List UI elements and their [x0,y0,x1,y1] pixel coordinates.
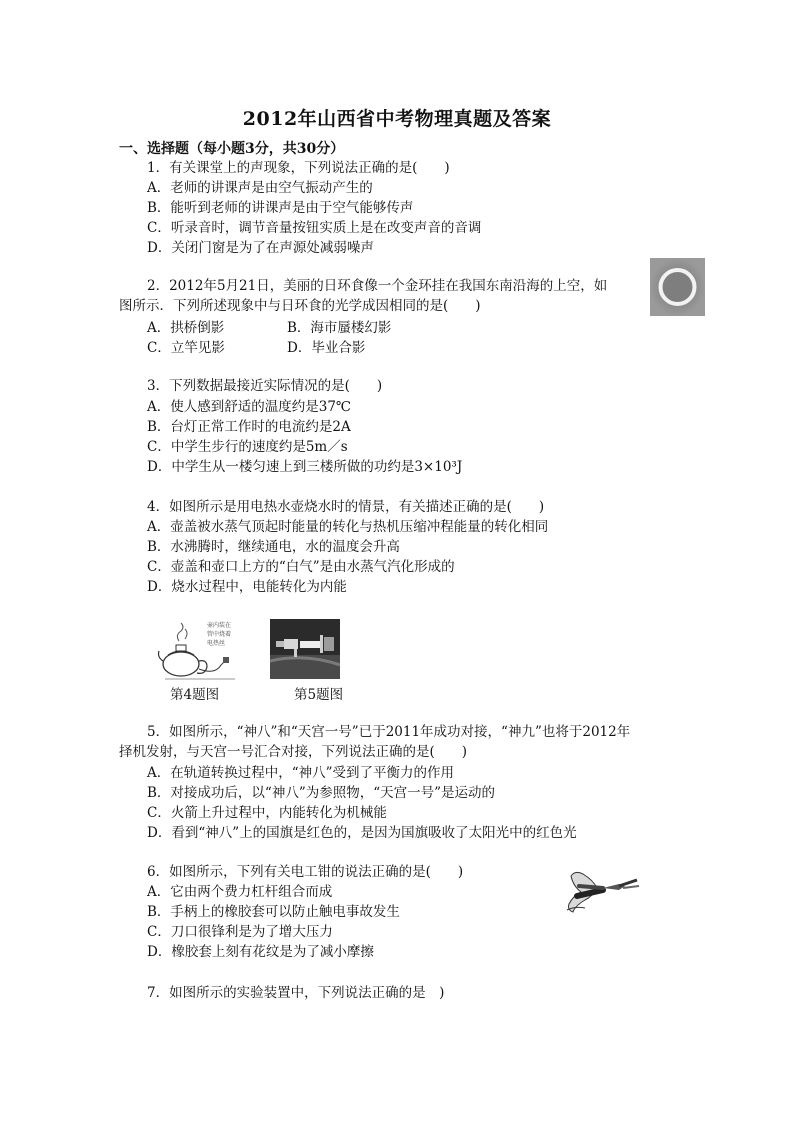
svg-text:电热丝: 电热丝 [207,640,226,647]
pliers-figure [563,866,641,916]
question-2-stem-line-2: 图所示．下列所述现象中与日环食的光学成因相同的是( ) [119,298,481,314]
question-6-option-d: D．橡胶套上刻有花纹是为了减小摩擦 [147,944,374,960]
question-5-stem-line-1: 5．如图所示，“神八”和“天宫一号”已于2011年成功对接，“神九”也将于2012年 [147,724,631,740]
question-2-stem-line-1: 2．2012年5月21日，美丽的日环食像一个金环挂在我国东南沿海的上空，如 [147,278,608,294]
section-heading: 一、选择题（每小题3分，共30分） [119,141,345,157]
question-4-option-d: D．烧水过程中，电能转化为内能 [147,579,347,595]
question-6-option-b: B．手柄上的橡胶套可以防止触电事故发生 [147,904,400,920]
question-5-option-d: D．看到“神八”上的国旗是红色的，是因为国旗吸收了太阳光中的红色光 [147,825,577,841]
question-5-option-c: C．火箭上升过程中，内能转化为机械能 [147,805,387,821]
question-3-option-c: C．中学生步行的速度约是5m／s [147,439,348,455]
question-1-option-c: C．听录音时，调节音量按钮实质上是在改变声音的音调 [147,220,482,236]
question-5-stem-line-2: 择机发射，与天宫一号汇合对接，下列说法正确的是( ) [119,744,468,760]
question-4-option-a: A．壶盖被水蒸气顶起时能量的转化与热机压缩冲程能量的转化相同 [147,519,549,535]
svg-text:管中烧着: 管中烧着 [207,631,232,638]
electric-kettle-figure [155,617,241,681]
figure-5-caption: 第5题图 [294,687,344,703]
question-3-option-d: D．中学生从一楼匀速上到三楼所做的功约是3×10³J [147,459,463,475]
question-3-option-a: A．使人感到舒适的温度约是37℃ [147,399,352,415]
question-3-stem: 3．下列数据最接近实际情况的是( ) [147,378,383,394]
question-1-option-d: D．关闭门窗是为了在声源处减弱噪声 [147,240,374,256]
figure-4-caption: 第4题图 [170,687,220,703]
question-1-option-a: A．老师的讲课声是由空气振动产生的 [147,180,373,196]
question-6-option-c: C．刀口很锋利是为了增大压力 [147,924,333,940]
question-1-stem: 1．有关课堂上的声现象，下列说法正确的是( ) [147,160,450,176]
question-3-option-b: B．台灯正常工作时的电流约是2A [147,419,351,435]
annular-eclipse-figure [650,258,705,316]
question-5-option-a: A．在轨道转换过程中，“神八”受到了平衡力的作用 [147,765,455,781]
spacecraft-docking-figure [270,619,340,679]
question-7-stem: 7．如图所示的实验装置中，下列说法正确的是 ) [147,985,445,1001]
question-2-option-a: A．拱桥倒影 [147,320,225,336]
question-2-option-c: C．立竿见影 [147,340,225,356]
question-1-option-b: B．能听到老师的讲课声是由于空气能够传声 [147,200,414,216]
question-6-stem: 6．如图所示，下列有关电工钳的说法正确的是( ) [147,864,464,880]
question-4-option-c: C．壶盖和壶口上方的“白气”是由水蒸气汽化形成的 [147,559,455,575]
question-2-option-b: B．海市蜃楼幻影 [287,320,392,336]
svg-text:壶内装在: 壶内装在 [207,622,232,629]
question-4-stem: 4．如图所示是用电热水壶烧水时的情景，有关描述正确的是( ) [147,499,545,515]
page-title: 2012年山西省中考物理真题及答案 [242,108,552,130]
question-5-option-b: B．对接成功后，以“神八”为参照物，“天宫一号”是运动的 [147,785,496,801]
question-4-option-b: B．水沸腾时，继续通电，水的温度会升高 [147,539,400,555]
question-2-option-d: D．毕业合影 [287,340,366,356]
question-6-option-a: A．它由两个费力杠杆组合而成 [147,884,333,900]
